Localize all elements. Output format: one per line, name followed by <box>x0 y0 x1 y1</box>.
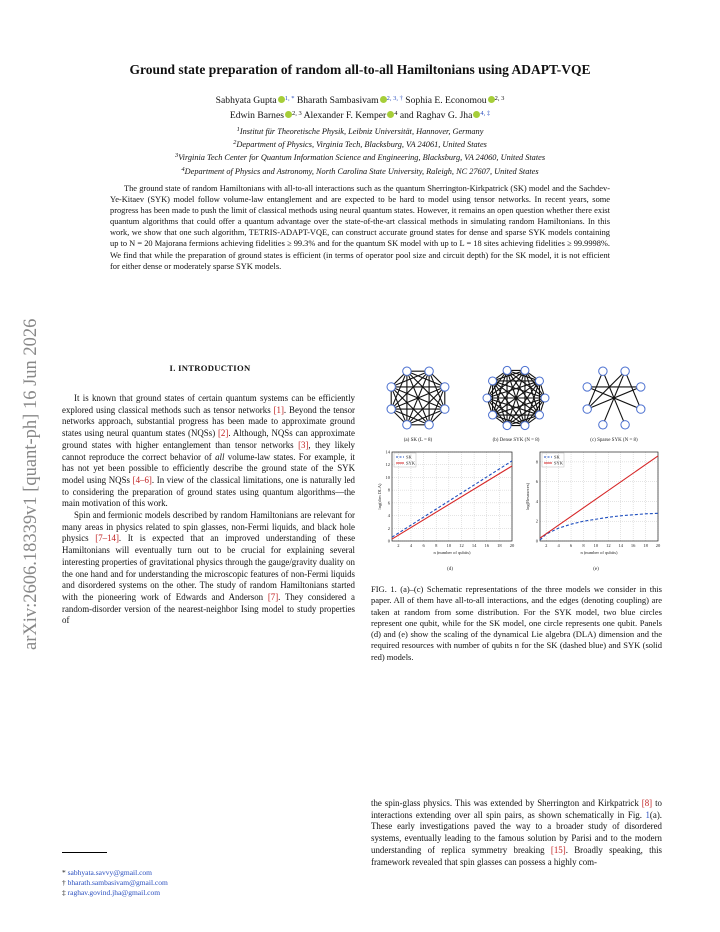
orcid-icon[interactable] <box>278 96 285 103</box>
x-tick-label: 12 <box>459 543 464 548</box>
affiliation-number: 3 <box>174 152 179 160</box>
graph-node <box>489 411 497 419</box>
affiliation-text: Institut für Theoretische Physik, Leibniz Universität, Hannover, Germany <box>239 127 484 136</box>
y-tick-label: 4 <box>535 498 538 504</box>
citation-link[interactable]: [2] <box>217 428 229 439</box>
citation-link[interactable]: [4–6] <box>132 474 152 485</box>
affiliation <box>60 150 660 163</box>
y-axis-label: log(dim DLA) <box>377 483 382 510</box>
x-tick-label: 4 <box>409 543 413 548</box>
footnote-rule <box>62 852 107 853</box>
author-name: Bharath Sambasivam <box>296 95 379 106</box>
orcid-icon[interactable] <box>285 111 292 118</box>
graph-node <box>425 421 433 429</box>
y-tick-label: 0 <box>387 538 390 544</box>
affiliation <box>60 124 660 137</box>
graph-node <box>503 366 511 374</box>
panel-label-d: (d) <box>447 567 453 572</box>
panel-label-c: (c) Sparse SYK (N = 8) <box>590 438 638 443</box>
series-line-syk <box>540 456 658 538</box>
graph-node <box>521 422 529 430</box>
x-tick-label: 8 <box>435 543 438 548</box>
author-name: Raghav G. Jha <box>416 110 473 121</box>
paper-title: Ground state preparation of random all-to-all Hamiltonians using ADAPT-VQE <box>129 62 591 77</box>
footnotes <box>62 868 168 898</box>
figure-caption: FIG. 1. (a)–(c) Schematic representations of the three models we consider in this paper. All of them have all-to-all interactions, and the edges (denoting coupling) are taken at random from some distribution. For the SYK model, two blue circles represent one qubit, while for the SK model, one circle represents one qubit. Panels (d) and (e) show the scaling of the dynamical Lie algebra (DLA) dimension and the required resources with number of qubits n for the SK (dashed blue) and SYK (solid red) models. <box>371 584 662 662</box>
affiliation-number: 4 <box>181 165 185 173</box>
x-tick-label: 2 <box>397 543 400 548</box>
author-line-2 <box>80 107 640 122</box>
arxiv-sidebar <box>14 240 44 660</box>
figure-svg <box>370 360 662 575</box>
footnote: † bharath.sambasivam@gmail.com <box>62 878 168 887</box>
and-word: and <box>399 110 414 121</box>
y-tick-label: 6 <box>535 479 538 485</box>
graph-node <box>637 383 645 391</box>
x-tick-label: 14 <box>471 543 477 548</box>
graph-node <box>599 421 607 429</box>
paragraph: the spin-glass physics. This was extended by Sherrington and Kirkpatrick [8] to interactions extending over all spin pairs, as shown schematically in Fig. 1(a). These early investigations paved the way to a broader study of disordered systems, eventually leading to the famous solution by Parisi and to the modern understanding of replica symmetry breaking [15]. Broadly speaking, this framework revealed that spin glasses can possess a highly com- <box>371 798 662 867</box>
series-line-sk <box>392 461 512 537</box>
graph-sparse-syk <box>583 367 645 429</box>
emphasis: all <box>215 451 225 462</box>
graph-node <box>637 405 645 413</box>
graph-node <box>583 405 591 413</box>
graph-node <box>583 383 591 391</box>
orcid-icon[interactable] <box>380 96 387 103</box>
y-tick-label: 2 <box>387 525 390 531</box>
citation-link[interactable]: [15] <box>550 844 566 855</box>
legend-label: SYK <box>554 460 564 466</box>
graph-node <box>425 367 433 375</box>
graph-sk <box>387 367 449 429</box>
y-tick-label: 6 <box>387 500 390 506</box>
footnote: ‡ raghav.govind.jha@gmail.com <box>62 888 161 897</box>
author-sup[interactable]: 1, * <box>284 95 295 102</box>
graph-node <box>441 405 449 413</box>
author-sup[interactable]: 4, ‡ <box>480 110 491 117</box>
y-tick-label: 8 <box>387 487 390 493</box>
x-tick-label: 6 <box>569 543 573 548</box>
graph-edge <box>407 371 445 409</box>
panel-label-e: (e) <box>593 567 599 572</box>
arxiv-identifier: arXiv:2606.18339v1 [quant-ph] 16 Jun 2026 <box>21 318 41 650</box>
email-link[interactable]: raghav.govind.jha@gmail.com <box>67 888 161 897</box>
citation-link[interactable]: [1] <box>273 404 284 415</box>
paragraph: It is known that ground states of certain quantum systems can be efficiently explored using classical methods such as tensor networks [1]. Beyond the tensor networks approach, substantial progress has been made to approximate ground states using neural quantum states (NQSs) [2]. Although, NQSs can approximate ground states with higher entanglement than tensor networks [3], they likely cannot reproduce the correct behavior of all volume-law states. For example, it has not yet been possible to efficiently describe the ground state of the SYK model using NQSs [4–6]. In view of the classical limitations, one is naturally led to considering the preparation of ground states using quantum algorithms—the main motivation of this work. <box>62 393 355 509</box>
legend-label: SK <box>406 454 412 460</box>
graph-node <box>621 367 629 375</box>
legend-label: SYK <box>406 460 416 466</box>
footnote: * sabhyata.savvy@gmail.com <box>62 868 153 877</box>
y-tick-label: 14 <box>385 449 390 455</box>
graph-node <box>503 422 511 430</box>
email-link[interactable]: bharath.sambasivam@gmail.com <box>67 878 168 887</box>
paragraph: Spin and fermionic models described by random Hamiltonians are relevant for many areas in physics related to spin glasses, non-Fermi liquids, and black hole physics [7–14]. It is expected that an improved understanding of these Hamiltonians will eventually turn out to be crucial for explaining several interesting properties of gravitational physics through the gauge/gravity duality on the one hand and for understanding the microscopic features of non-Fermi liquids and disordered systems on the other. The study of random Hamiltonians started with the pioneering work of Edwards and Anderson [7]. They considered a random-disorder version of the nearest-neighbor Ising model to study properties of <box>62 510 356 626</box>
affiliation-text: Virginia Tech Center for Quantum Information Science and Engineering, Blacksburg, VA 24060, United States <box>178 153 546 163</box>
citation-link[interactable]: [7] <box>267 591 279 602</box>
graph-node <box>403 421 411 429</box>
x-tick-label: 8 <box>582 543 585 548</box>
graph-node <box>403 367 411 375</box>
graph-node <box>441 383 449 391</box>
graph-node <box>483 394 491 402</box>
citation-link[interactable]: [7–14] <box>95 533 119 544</box>
author-name: Sophia E. Economou <box>405 95 487 106</box>
y-tick-label: 2 <box>535 518 538 524</box>
x-tick-label: 10 <box>446 543 452 548</box>
citation-link[interactable]: [8] <box>641 798 653 808</box>
author-list <box>80 92 640 122</box>
affiliation <box>60 164 660 177</box>
author-line-1 <box>80 92 640 107</box>
x-tick-label: 16 <box>484 543 489 548</box>
affiliation-text: Department of Physics, Virginia Tech, Blacksburg, VA 24061, United States <box>236 140 487 150</box>
y-axis-label: log(Resources) <box>525 482 530 511</box>
section-heading: I. INTRODUCTION <box>169 363 251 373</box>
x-tick-label: 6 <box>422 543 425 548</box>
email-link[interactable]: sabhyata.savvy@gmail.com <box>67 868 153 877</box>
graph-edge <box>587 371 625 409</box>
figure-1 <box>370 360 662 575</box>
author-name: Alexander F. Kemper <box>303 110 387 121</box>
graph-node <box>387 405 395 413</box>
author-sup: 4 <box>394 110 398 117</box>
x-tick-label: 10 <box>593 543 599 548</box>
x-tick-label: 20 <box>509 543 515 548</box>
x-tick-label: 16 <box>630 543 636 548</box>
x-tick-label: 12 <box>606 543 611 548</box>
citation-link[interactable]: [3] <box>298 439 309 450</box>
author-sup[interactable]: 2, 3, † <box>386 95 403 102</box>
graph-edge <box>391 387 429 425</box>
author-sup: 2, 3 <box>494 95 505 102</box>
x-tick-label: 18 <box>643 543 648 548</box>
graph-edge <box>391 371 429 409</box>
graph-node <box>535 377 543 385</box>
graph-node <box>521 366 529 374</box>
graph-edge <box>407 387 445 425</box>
affiliation-text: Department of Physics and Astronomy, North Carolina State University, Raleigh, NC 27607, United States <box>184 166 539 176</box>
affiliation-number: 1 <box>236 126 240 133</box>
legend-label: SK <box>554 454 560 460</box>
y-tick-label: 8 <box>535 459 538 465</box>
y-tick-label: 12 <box>385 462 390 468</box>
series-line-sk <box>540 513 658 540</box>
affiliation-number: 2 <box>233 139 237 147</box>
affiliations <box>60 124 660 177</box>
panel-label-a: (a) SK (L = 8) <box>403 438 433 443</box>
panel-label-b: (b) Dense SYK (N = 8) <box>492 438 540 443</box>
right-column <box>371 798 662 868</box>
y-tick-label: 10 <box>385 474 390 480</box>
x-tick-label: 20 <box>655 543 661 548</box>
x-axis-label: n (number of qubits) <box>433 550 471 555</box>
abstract: The ground state of random Hamiltonians with all-to-all interactions such as the quantum Sherrington-Kirkpatrick (SK) model and the Sachdev-Ye-Kitaev (SYK) model follow volume-law entanglement and are expected to be hard to model using tensor networks. In recent years, some progress has been made to push the limit of classical methods using neural quantum states. However, it remains an open question whether there exist quantum algorithms that could offer a quantum advantage over the state-of-the-art classical methods in simulating random Hamiltonians. In this work, we show that one such algorithm, TETRIS-ADAPT-VQE, can construct accurate ground states for dense and sparse SYK models containing up to N = 20 Majorana fermions achieving fidelities ≥ 99.3% and for the quantum SK model with up to L = 18 sites achieving fidelities ≥ 99.9998%. We find that while the preparation of ground states is efficient (in terms of operator pool size and circuit depth) for the SK model, it is not efficient for either dense or moderately sparse SYK models. <box>110 184 610 271</box>
orcid-icon[interactable] <box>488 96 495 103</box>
x-tick-label: 18 <box>497 543 502 548</box>
graph-dense-syk <box>483 366 549 429</box>
affiliation <box>60 137 660 150</box>
author-name: Edwin Barnes <box>229 110 284 121</box>
x-tick-label: 14 <box>618 543 623 548</box>
author-sup: 2, 3 <box>291 110 302 117</box>
x-tick-label: 2 <box>545 543 548 548</box>
left-column <box>62 393 355 627</box>
y-tick-label: 4 <box>387 513 390 519</box>
y-tick-label: 0 <box>535 538 538 544</box>
x-tick-label: 4 <box>557 543 560 548</box>
figure-link[interactable]: 1 <box>645 809 650 820</box>
graph-node <box>599 367 607 375</box>
graph-node <box>621 421 629 429</box>
author-name: Sabhyata Gupta <box>215 95 277 106</box>
graph-node <box>489 377 497 385</box>
x-axis-label: n (number of qubits) <box>580 550 618 555</box>
graph-node <box>541 394 549 402</box>
graph-node <box>535 411 543 419</box>
graph-node <box>387 383 395 391</box>
